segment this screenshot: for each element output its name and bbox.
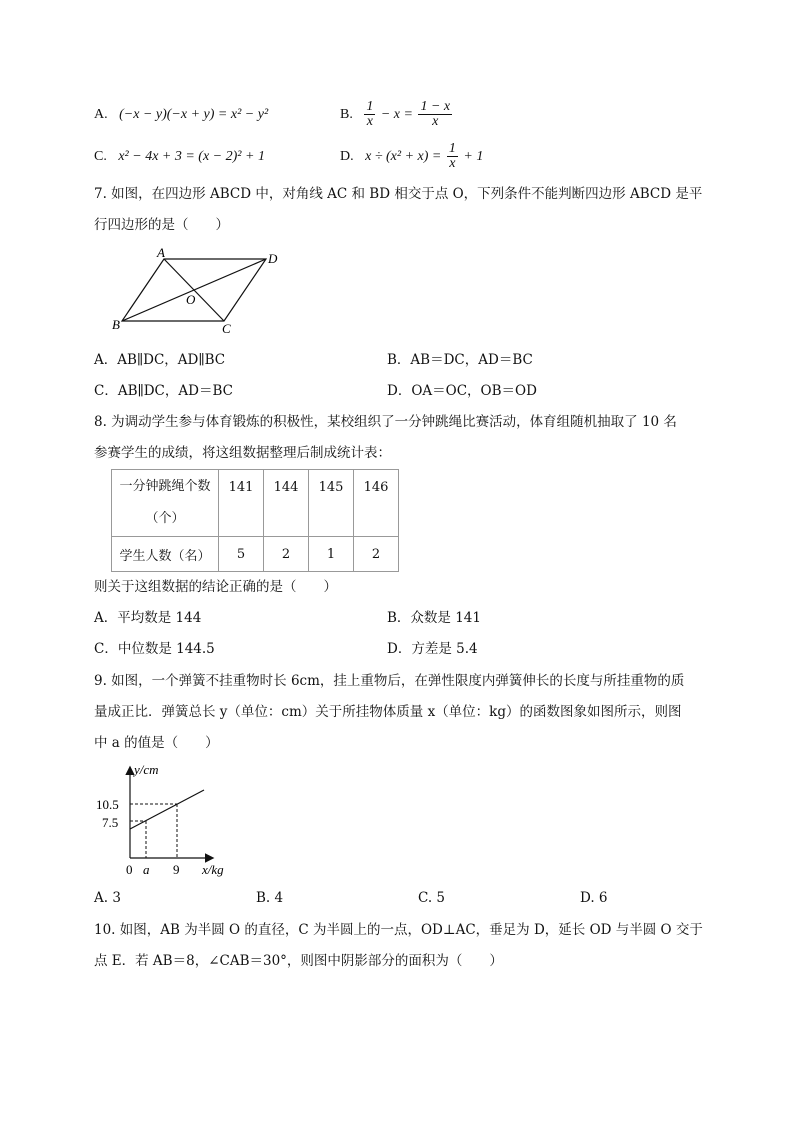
q10-stem-line2: 点 E．若 AB＝8，∠CAB＝30°，则图中阴影部分的面积为（ ） <box>94 953 503 969</box>
q8-option-d: D．方差是 5.4 <box>387 641 478 657</box>
numerator: 1 <box>448 141 456 157</box>
q9-option-c: C. 5 <box>418 890 446 906</box>
option-letter: C. <box>94 149 107 164</box>
table-row <box>112 470 399 537</box>
q7-option-b: B．AB＝DC，AD＝BC <box>387 352 533 368</box>
q9-stem-line2: 量成正比．弹簧总长 y（单位：cm）关于所挂物体质量 x（单位：kg）的函数图象如图所示，则图 <box>94 704 682 720</box>
q7-option-a: A．AB∥DC，AD∥BC <box>94 352 226 368</box>
table-cell: 2 <box>264 537 309 572</box>
x-tick-0: 0 <box>126 862 133 877</box>
function-line <box>130 790 204 829</box>
y-axis-label: y/cm <box>134 762 159 777</box>
option-letter: D. <box>340 149 354 164</box>
q8-stem-line2: 参赛学生的成绩，将这组数据整理后制成统计表： <box>94 445 391 461</box>
x-tick-9: 9 <box>173 862 180 877</box>
q7-stem-line2: 行四边形的是（ ） <box>94 217 229 233</box>
q6-option-b <box>340 98 454 132</box>
option-expr: + 1 <box>463 149 484 164</box>
statistics-table <box>111 469 399 572</box>
y-tick-10-5: 10.5 <box>96 797 119 812</box>
q6-option-c <box>94 147 265 167</box>
vertex-label-a: A <box>157 245 165 260</box>
table-cell: 144 <box>264 470 309 537</box>
q10-stem-line1: 10. 如图，AB 为半圆 O 的直径，C 为半圆上的一点，OD⊥AC，垂足为 D，延长 OD 与半圆 O 交于 <box>94 922 703 938</box>
center-label-o: O <box>186 292 196 307</box>
header-text: 一分钟跳绳个数 <box>119 479 211 494</box>
option-expr: (−x − y)(−x + y) = x² − y² <box>119 107 269 122</box>
denominator: x <box>366 114 373 130</box>
q9-option-d: D. 6 <box>580 890 608 906</box>
table-row <box>112 537 399 572</box>
q7-stem-line1: 7. 如图，在四边形 ABCD 中，对角线 AC 和 BD 相交于点 O，下列条件不能判断四边形 ABCD 是平 <box>94 186 703 202</box>
option-expr: x² − 4x + 3 = (x − 2)² + 1 <box>118 149 265 164</box>
q9-stem-line3: 中 a 的值是（ ） <box>94 735 219 751</box>
table-cell: 145 <box>309 470 354 537</box>
q7-option-c: C．AB∥DC，AD＝BC <box>94 383 233 399</box>
denominator: x <box>432 114 439 130</box>
table-header-cell <box>112 470 219 537</box>
q9-option-a: A. 3 <box>94 890 121 906</box>
numerator: 1 − x <box>420 99 451 115</box>
q8-question: 则关于这组数据的结论正确的是（ ） <box>94 579 337 595</box>
y-tick-7-5: 7.5 <box>102 815 119 830</box>
table-header-cell: 学生人数（名） <box>112 537 219 572</box>
q7-option-d: D．OA＝OC，OB＝OD <box>387 383 537 399</box>
q8-stem-line1: 8. 为调动学生参与体育锻炼的积极性，某校组织了一分钟跳绳比赛活动，体育组随机抽取了 10 名 <box>94 414 677 430</box>
table-cell: 5 <box>219 537 264 572</box>
header-unit: （个） <box>145 511 185 526</box>
q7-parallelogram-figure <box>108 243 288 338</box>
fraction <box>447 142 458 171</box>
q9-stem-line1: 9. 如图，一个弹簧不挂重物时长 6cm，挂上重物后，在弹性限度内弹簧伸长的长度与所挂重物的质 <box>94 673 685 689</box>
denominator: x <box>449 156 456 172</box>
vertex-label-c: C <box>222 321 231 336</box>
vertex-label-d: D <box>268 251 278 266</box>
q8-option-b: B．众数是 141 <box>387 610 481 626</box>
option-letter: B. <box>340 107 353 122</box>
q6-option-a <box>94 105 268 125</box>
option-expr: x ÷ (x² + x) = <box>365 149 442 164</box>
vertex-label-b: B <box>112 317 120 332</box>
q8-option-a: A．平均数是 144 <box>94 610 202 626</box>
x-axis-label: x/kg <box>202 862 224 877</box>
q8-option-c: C．中位数是 144.5 <box>94 641 215 657</box>
fraction <box>418 100 452 129</box>
q9-option-b: B. 4 <box>256 890 284 906</box>
numerator: 1 <box>366 99 374 115</box>
table-cell: 1 <box>309 537 354 572</box>
fraction <box>364 100 375 129</box>
option-letter: A. <box>94 107 108 122</box>
x-tick-a: a <box>143 862 150 877</box>
table-cell: 2 <box>354 537 399 572</box>
table-cell: 146 <box>354 470 399 537</box>
q6-option-d <box>340 140 483 174</box>
option-expr: − x = <box>380 107 413 122</box>
table-cell: 141 <box>219 470 264 537</box>
q9-function-graph <box>92 760 242 880</box>
